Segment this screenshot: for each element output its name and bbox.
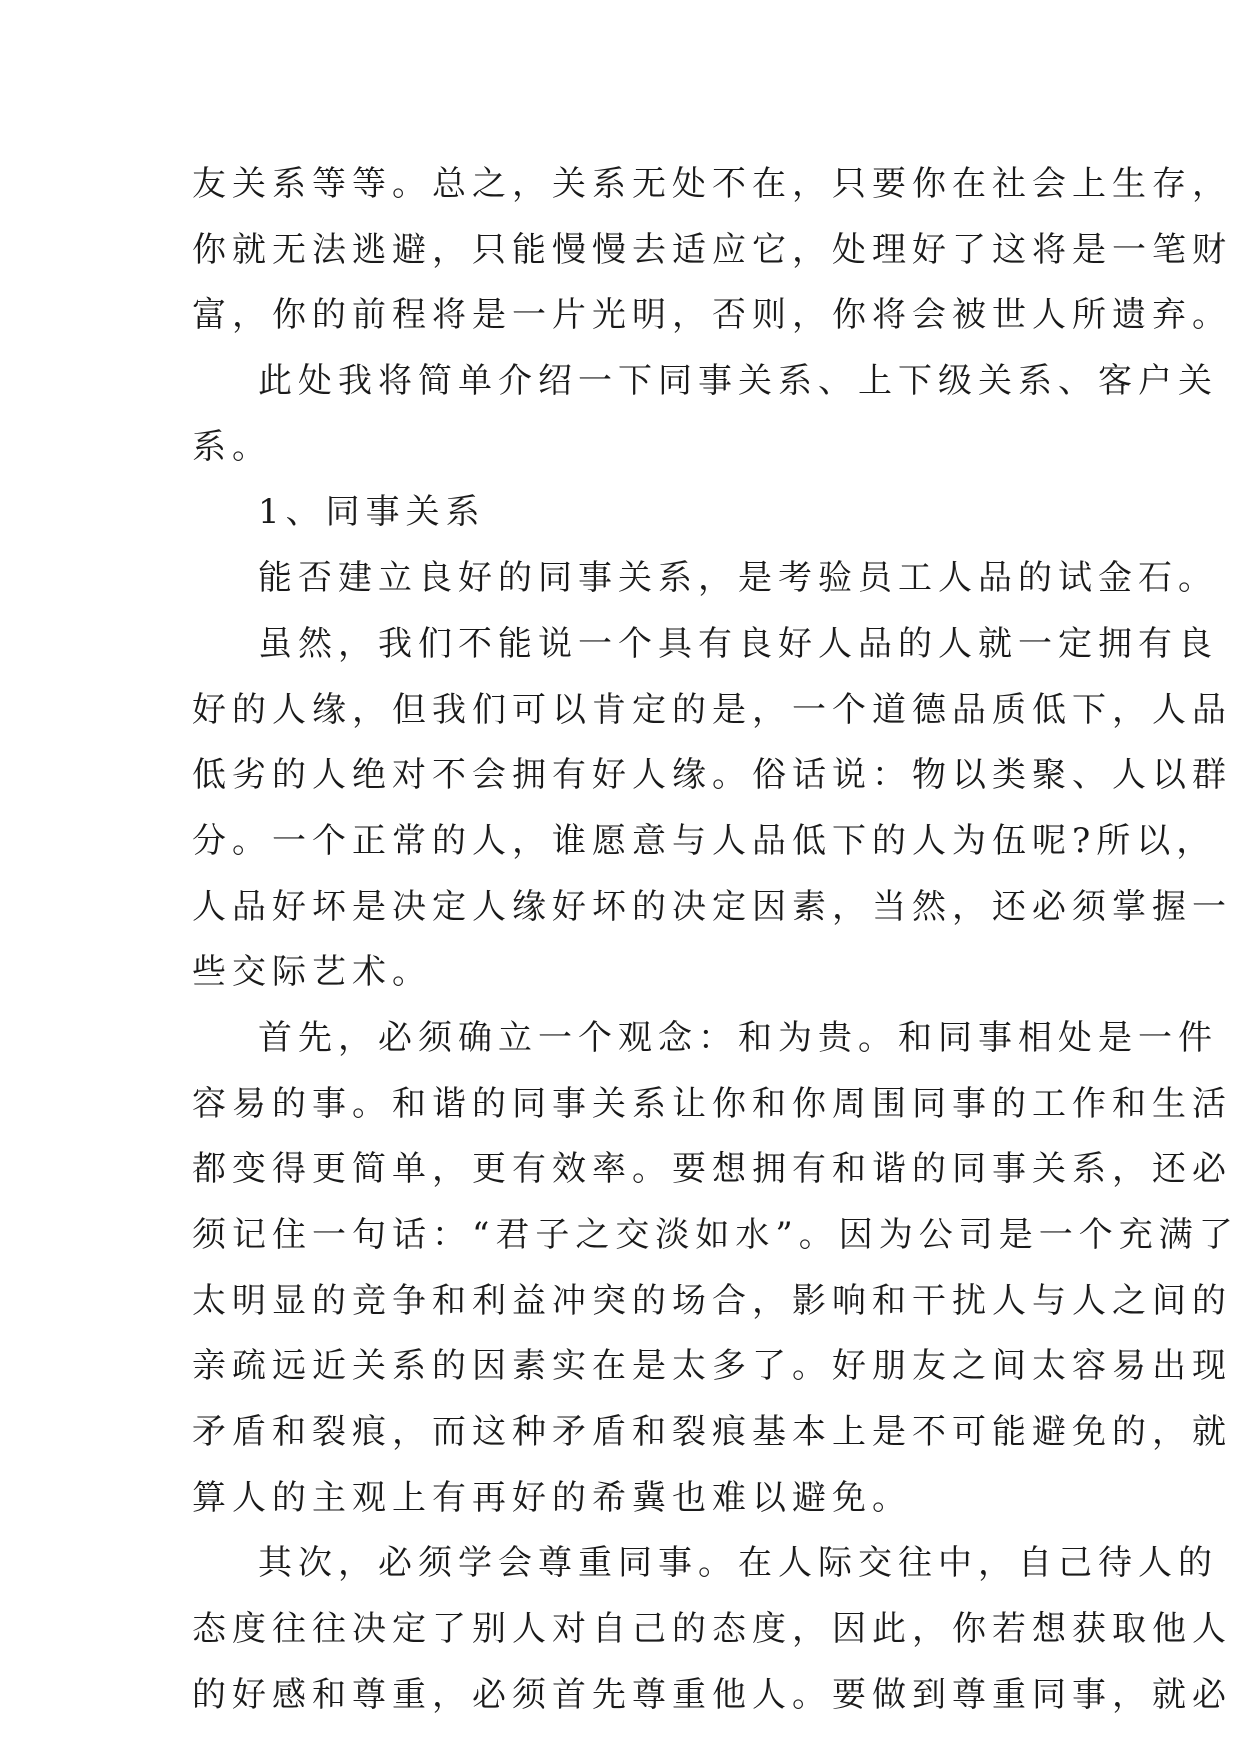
text-line: 其次，必须学会尊重同事。在人际交往中，自己待人的 xyxy=(258,1543,1218,1584)
text-line: 此处我将简单介绍一下同事关系、上下级关系、客户关 xyxy=(258,361,1218,402)
text-line: 算人的主观上有再好的希冀也难以避免。 xyxy=(192,1477,912,1518)
text-line: 能否建立良好的同事关系，是考验员工人品的试金石。 xyxy=(258,558,1218,599)
text-line: 的好感和尊重，必须首先尊重他人。要做到尊重同事，就必 xyxy=(192,1674,1232,1715)
text-line: 亲疏远近关系的因素实在是太多了。好朋友之间太容易出现 xyxy=(192,1346,1232,1387)
text-line: 低劣的人绝对不会拥有好人缘。俗话说：物以类聚、人以群 xyxy=(192,755,1232,796)
text-line: 你就无法逃避，只能慢慢去适应它，处理好了这将是一笔财 xyxy=(192,229,1232,270)
text-line: 都变得更简单，更有效率。要想拥有和谐的同事关系，还必 xyxy=(192,1149,1232,1190)
text-line: 矛盾和裂痕，而这种矛盾和裂痕基本上是不可能避免的，就 xyxy=(192,1412,1232,1453)
text-line: 虽然，我们不能说一个具有良好人品的人就一定拥有良 xyxy=(258,623,1218,664)
section-heading: 1、同事关系 xyxy=(258,492,486,533)
body-text xyxy=(192,152,1239,1729)
text-line: 人品好坏是决定人缘好坏的决定因素，当然，还必须掌握一 xyxy=(192,886,1232,927)
text-line: 友关系等等。总之，关系无处不在，只要你在社会上生存， xyxy=(192,164,1232,204)
text-line: 态度往往决定了别人对自己的态度，因此，你若想获取他人 xyxy=(192,1609,1232,1650)
text-line: 系。 xyxy=(192,426,272,467)
text-line: 些交际艺术。 xyxy=(192,952,432,993)
text-line: 首先，必须确立一个观念：和为贵。和同事相处是一件 xyxy=(258,1017,1218,1058)
text-line: 富，你的前程将是一片光明，否则，你将会被世人所遗弃。 xyxy=(192,295,1232,336)
text-line: 须记住一句话：“君子之交淡如水”。因为公司是一个充满了 xyxy=(192,1215,1239,1255)
text-line: 容易的事。和谐的同事关系让你和你周围同事的工作和生活 xyxy=(192,1083,1232,1124)
text-line: 太明显的竞争和利益冲突的场合，影响和干扰人与人之间的 xyxy=(192,1280,1232,1321)
text-line: 分。一个正常的人，谁愿意与人品低下的人为伍呢?所以， xyxy=(192,820,1217,861)
text-line: 好的人缘，但我们可以肯定的是，一个道德品质低下，人品 xyxy=(192,689,1232,730)
